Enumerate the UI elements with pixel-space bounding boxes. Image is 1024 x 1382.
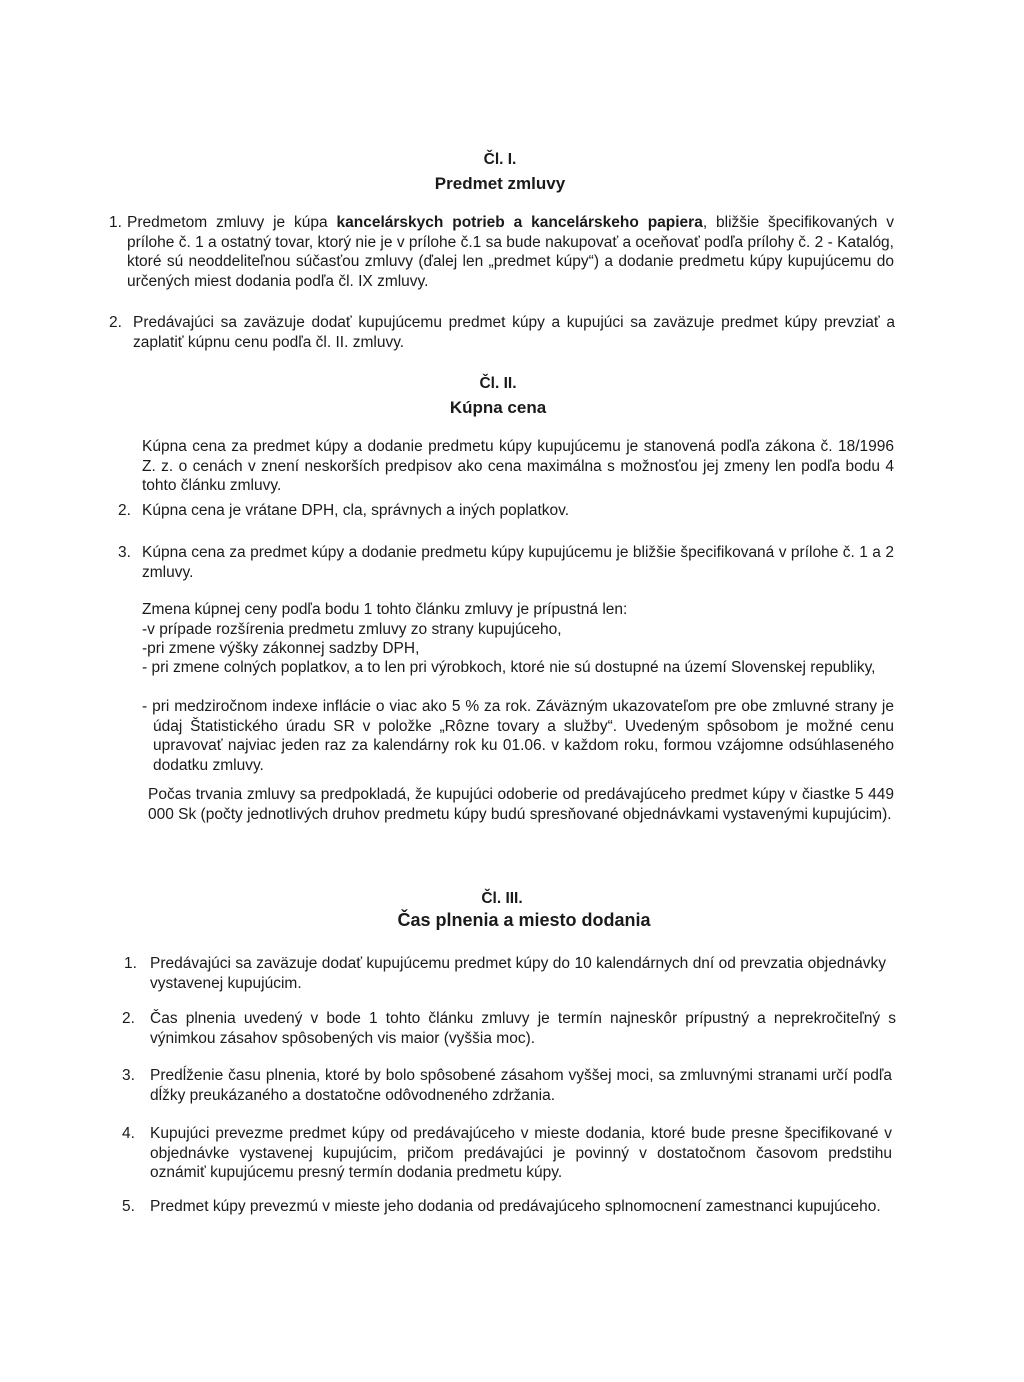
article-1-heading: Čl. I.	[483, 151, 517, 168]
art2-item-4-dash-1: -v prípade rozšírenia predmetu zmluvy zo strany kupujúceho,	[142, 621, 562, 638]
art3-item-4: Kupujúci prevezme predmet kúpy od predávajúceho v mieste dodania, ktoré bude presne špecifikované v objednávke vystavenej kupujúcim, pričom predávajúci je povinný v dostatočnom časovom predstihu oznámiť kupujúcemu presný termín dodania predmetu kúpy.	[150, 1125, 892, 1181]
art3-item-5-number: 5.	[122, 1198, 135, 1215]
art2-item-1: Kúpna cena za predmet kúpy a dodanie predmetu kúpy kupujúcemu je stanovená podľa zákona č. 18/1996 Z. z. o cenách v znení neskorších predpisov ako cena maximálna s možnosťou jej zmeny len podľa bodu 4 tohto článku zmluvy.	[142, 438, 894, 494]
art2-item-2: Kúpna cena je vrátane DPH, cla, správnych a iných poplatkov.	[142, 502, 570, 519]
art2-item-4-dash-2: -pri zmene výšky zákonnej sadzby DPH,	[142, 640, 420, 657]
art1-item-1-text-a: Predmetom zmluvy je kúpa	[127, 214, 337, 231]
article-1-title: Predmet zmluvy	[434, 174, 566, 193]
article-3-heading: Čl. III.	[481, 890, 523, 907]
art2-item-3: Kúpna cena za predmet kúpy a dodanie predmetu kúpy kupujúcemu je bližšie špecifikovaná v prílohe č. 1 a 2 zmluvy.	[142, 544, 894, 581]
art3-item-1-number: 1.	[124, 955, 137, 972]
article-3-title: Čas plnenia a miesto dodania	[397, 910, 651, 930]
art1-item-1	[127, 213, 894, 291]
art2-item-4-dash-3: - pri zmene colných poplatkov, a to len pri výrobkoch, ktoré nie sú dostupné na území Slovenskej republiky,	[142, 659, 876, 676]
art1-item-2-number: 2.	[109, 314, 122, 331]
art1-item-1-number: 1.	[109, 214, 122, 231]
art3-item-1: Predávajúci sa zaväzuje dodať kupujúcemu predmet kúpy do 10 kalendárnych dní od prevzatia objednávky vystavenej kupujúcim.	[150, 955, 886, 992]
article-2-heading: Čl. II.	[479, 375, 517, 392]
art3-item-3: Predĺženie času plnenia, ktoré by bolo spôsobené zásahom vyššej moci, sa zmluvnými stranami určí podľa dĺžky preukázaného a dostatočne odôvodneného zdržania.	[150, 1067, 892, 1104]
article-2-title: Kúpna cena	[449, 398, 547, 417]
art1-item-1-text-b: , bližšie špecifikovaných v prílohe č. 1 a ostatný tovar, ktorý nie je v prílohe č.1 sa bude nakupovať a oceňovať podľa prílohy č. 2 - Katalóg, ktoré sú neoddeliteľnou súčasťou zmluvy (ďalej len „predmet kúpy“) a dodanie predmetu kúpy kupujúcemu do určených miest dodania podľa čl. IX zmluvy.	[127, 214, 894, 290]
art3-item-2: Čas plnenia uvedený v bode 1 tohto článku zmluvy je termín najneskôr prípustný a neprekročiteľný s výnimkou zásahov spôsobených vis maior (vyššia moc).	[150, 1010, 896, 1047]
art3-item-2-number: 2.	[122, 1010, 135, 1027]
art1-item-1-bold: kancelárskych potrieb a kancelárskeho papiera	[336, 214, 703, 231]
art1-item-2: Predávajúci sa zaväzuje dodať kupujúcemu predmet kúpy a kupujúci sa zaväzuje predmet kúpy prevziať a zaplatiť kúpnu cenu podľa čl. II. zmluvy.	[133, 314, 895, 351]
art3-item-5: Predmet kúpy prevezmú v mieste jeho dodania od predávajúceho splnomocnení zamestnanci kupujúceho.	[150, 1198, 881, 1215]
art2-item-4-dash-4: - pri medziročnom indexe inflácie o viac ako 5 % za rok. Záväzným ukazovateľom pre obe zmluvné strany je údaj Štatistického úradu SR v položke „Rôzne tovary a služby“. Uvedeným spôsobom je možné cenu upravovať najviac jeden raz za kalendárny rok ku 01.06. v každom roku, formou vzájomne odsúhlaseného dodatku zmluvy.	[142, 698, 894, 774]
art2-item-4-intro: Zmena kúpnej ceny podľa bodu 1 tohto článku zmluvy je prípustná len:	[142, 601, 628, 618]
art2-item-2-number: 2.	[118, 502, 131, 519]
art2-item-5: Počas trvania zmluvy sa predpokladá, že kupujúci odoberie od predávajúceho predmet kúpy v čiastke 5 449 000 Sk (počty jednotlivých druhov predmetu kúpy budú spresňované objednávkami vystavenými kupujúcim).	[148, 786, 894, 823]
art3-item-4-number: 4.	[122, 1125, 135, 1142]
art3-item-3-number: 3.	[122, 1067, 135, 1084]
art2-item-3-number: 3.	[118, 544, 131, 561]
